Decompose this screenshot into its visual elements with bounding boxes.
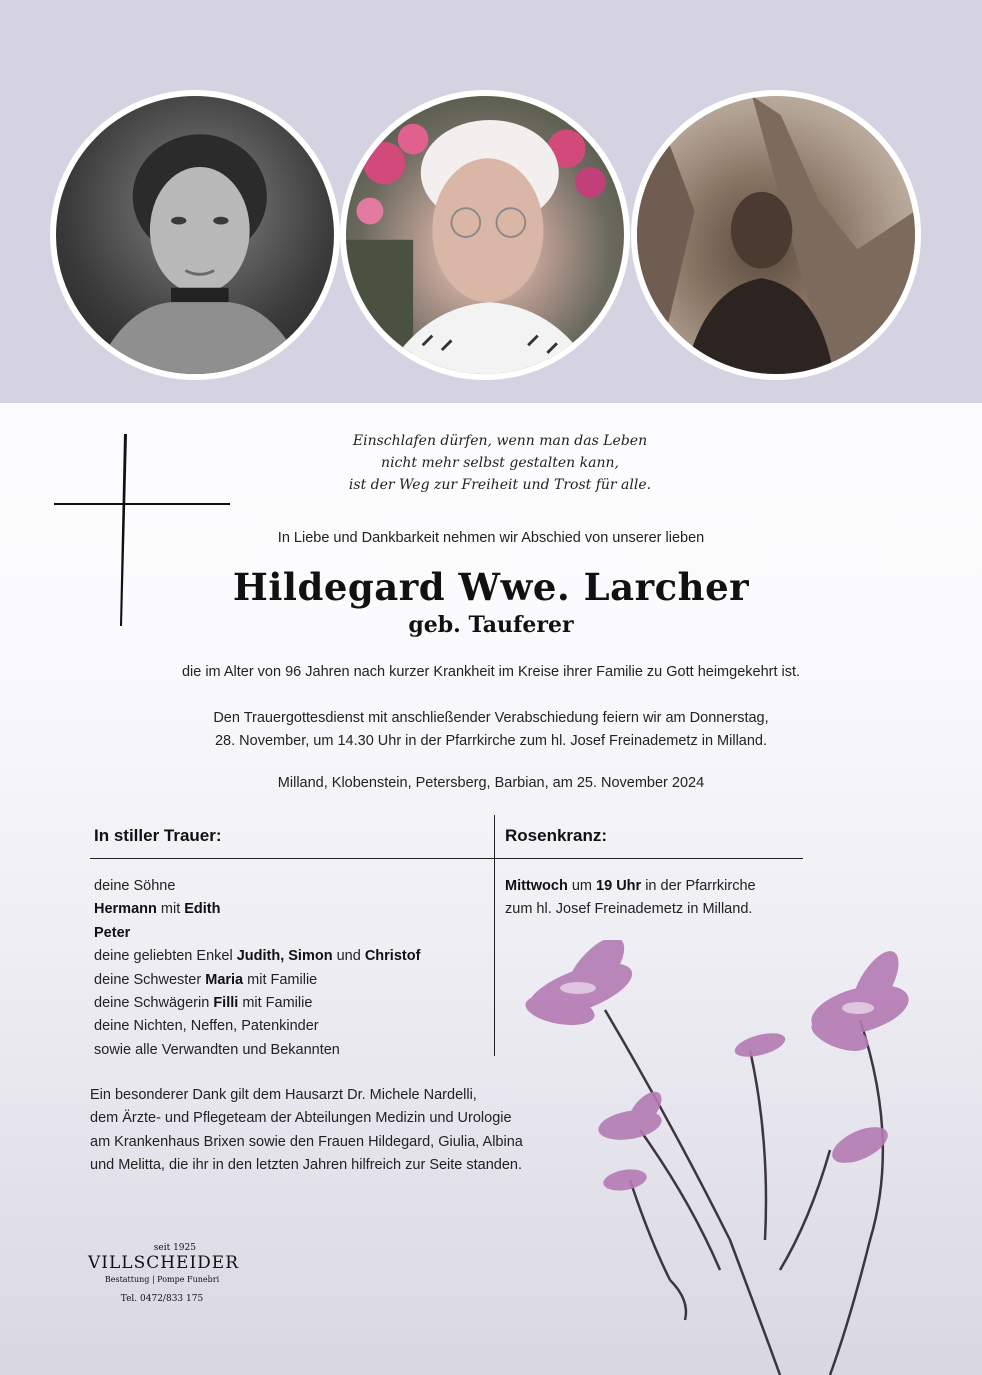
funeral-home-logo [88,1243,240,1304]
divider-vertical [494,815,495,1056]
funeral-home-phone: Tel. 0472/833 175 [120,1294,204,1304]
portrait-mountain-image [637,96,915,374]
rosary-info [505,875,805,922]
rosary-heading: Rosenkranz: [505,826,608,845]
funeral-home-subtitle: Bestattung | Pompe Funebri [104,1275,220,1284]
thanks-line-1: Ein besonderer Dank gilt dem Hausarzt Dr. Michele Nardelli, [90,1087,477,1103]
divider-right [495,858,803,859]
portrait-elderly-image [346,96,624,374]
mourner-line: deine Nichten, Neffen, Patenkinder [94,1018,319,1035]
mourner-line: deine Schwägerin Filli mit Familie [94,995,313,1012]
rosary-line-2: zum hl. Josef Freinademetz in Milland. [505,901,753,918]
mourner-line: deine geliebten Enkel Judith, Simon und Christof [94,948,421,965]
mourner-line: sowie alle Verwandten und Bekannten [94,1041,340,1058]
mourner-line: Hermann mit Edith [94,901,221,918]
service-line-1: Den Trauergottesdienst mit anschließender Verabschiedung feiern wir am Donnerstag, [213,710,769,726]
cosmos-flowers-decoration [520,940,982,1375]
funeral-home-name: VILLSCHEIDER [88,1253,240,1273]
quote-line-2: nicht mehr selbst gestalten kann, [381,455,619,471]
quote-line-1: Einschlafen dürfen, wenn man das Leben [352,433,648,449]
acknowledgement-text [90,1084,590,1178]
funeral-service-info [0,707,982,753]
deceased-maiden-name: geb. Tauferer [408,612,574,638]
mourner-line: deine Söhne [94,878,176,894]
memorial-quote [240,430,760,496]
quote-line-3: ist der Weg zur Freiheit und Trost für alle. [348,477,652,493]
thanks-line-4: und Melitta, die ihr in den letzten Jahren hilfreich zur Seite standen. [90,1157,523,1174]
intro-text: In Liebe und Dankbarkeit nehmen wir Abschied von unserer lieben [277,530,705,546]
service-line-2: 28. November, um 14.30 Uhr in der Pfarrkirche zum hl. Josef Freinademetz in Milland. [214,733,768,749]
deceased-name: Hildegard Wwe. Larcher [232,565,750,609]
mourner-line: deine Schwester Maria mit Familie [94,971,318,988]
portrait-photo-elderly [340,90,630,380]
mourner-line: Peter [94,924,131,941]
divider-left [90,858,495,859]
portrait-photo-young [50,90,340,380]
thanks-line-2: dem Ärzte- und Pflegeteam der Abteilungen Medizin und Urologie [90,1110,512,1127]
mourners-heading: In stiller Trauer: [94,826,222,845]
portrait-photo-mountain [631,90,921,380]
photo-header-band [0,0,982,403]
portrait-young-image [56,96,334,374]
age-statement: die im Alter von 96 Jahren nach kurzer Krankheit im Kreise ihrer Familie zu Gott heimgekehrt ist. [181,664,801,680]
mourners-list [94,875,489,1062]
place-and-date: Milland, Klobenstein, Petersberg, Barbian, am 25. November 2024 [277,775,705,791]
thanks-line-3: am Krankenhaus Brixen sowie den Frauen Hildegard, Giulia, Albina [90,1133,523,1150]
rosary-line-1: Mittwoch um 19 Uhr in der Pfarrkirche [505,878,756,894]
funeral-home-since: seit 1925 [153,1243,196,1253]
